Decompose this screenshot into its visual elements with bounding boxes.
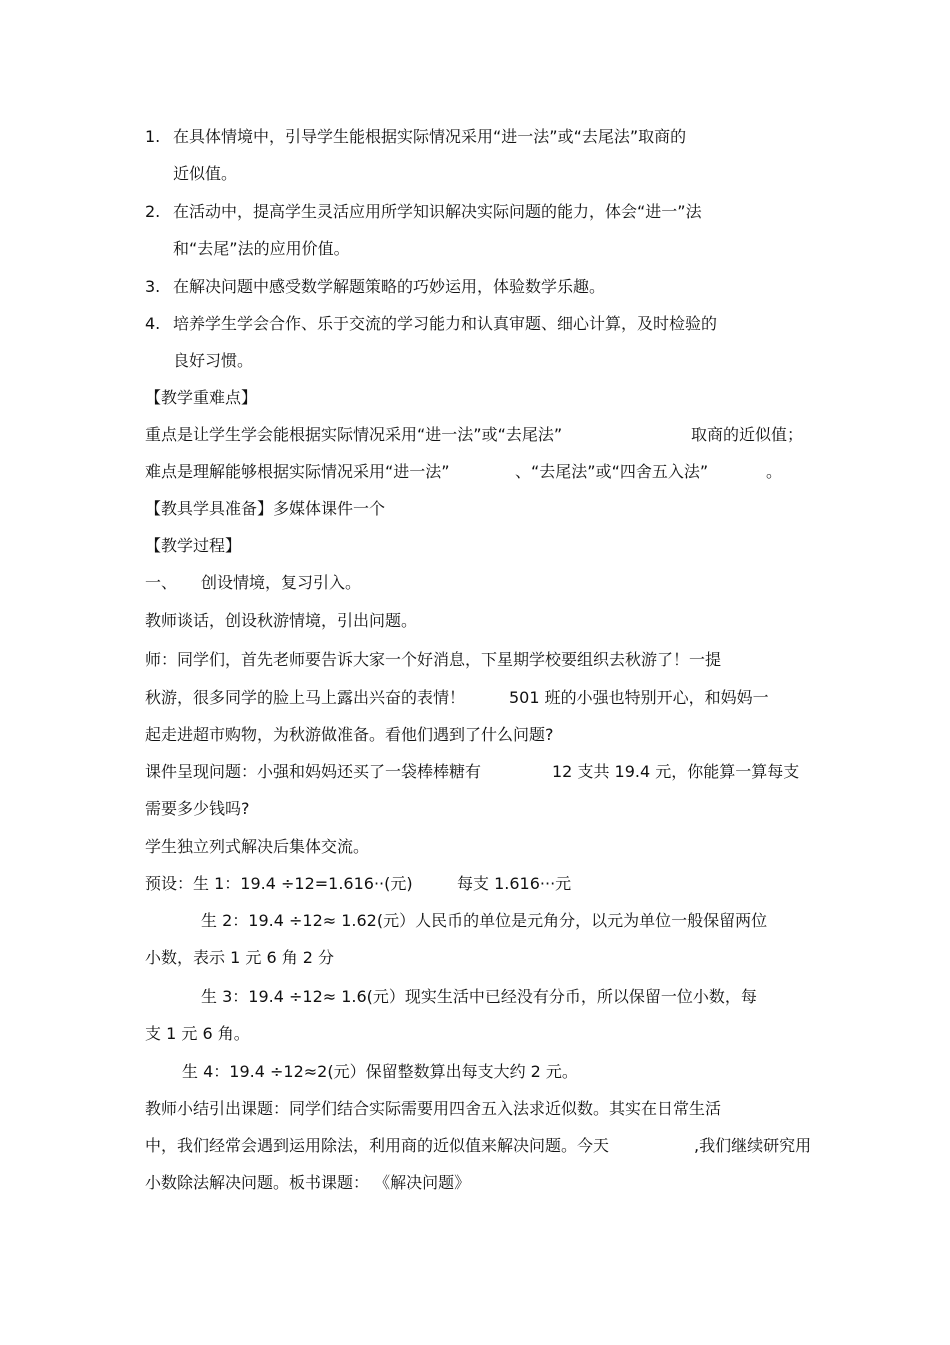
objective-text: 在解决问题中感受数学解题策略的巧妙运用，体验数学乐趣。 xyxy=(173,277,606,296)
solve-line: 学生独立列式解决后集体交流。 xyxy=(145,837,370,856)
objective-text: 在活动中，提高学生灵活应用所学知识解决实际问题的能力，体会“进一”法 xyxy=(173,202,702,221)
teacher-line-2b: 501 班的小强也特别开心，和妈妈一 xyxy=(509,688,769,707)
difficulty-text-c: 。 xyxy=(766,462,783,481)
materials-line: 【教具学具准备】多媒体课件一个 xyxy=(145,499,386,518)
difficulty-text-b: 、“去尾法”或“四舍五入法” xyxy=(515,462,709,481)
objective-3 xyxy=(145,277,605,297)
objective-number: 1. xyxy=(145,127,161,146)
objective-text: 在具体情境中，引导学生能根据实际情况采用“进一法”或“去尾法”取商的 xyxy=(173,127,687,146)
objective-number: 4. xyxy=(145,314,161,333)
summary-line-3: 小数除法解决问题。板书课题： 《解决问题》 xyxy=(145,1173,471,1192)
teacher-line-2a: 秋游，很多同学的脸上马上露出兴奋的表情！ xyxy=(145,688,466,707)
objective-1 xyxy=(145,127,686,147)
difficulty-text-a: 难点是理解能够根据实际情况采用“进一法” xyxy=(145,462,450,481)
objective-4 xyxy=(145,314,717,334)
objective-4-cont: 良好习惯。 xyxy=(173,351,254,370)
objective-2 xyxy=(145,202,702,222)
problem-line-2: 需要多少钱吗? xyxy=(145,799,250,818)
summary-line-2a: 中，我们经常会遇到运用除法，利用商的近似值来解决问题。今天 xyxy=(145,1136,610,1155)
objective-number: 2. xyxy=(145,202,161,221)
focus-text-b: 取商的近似值； xyxy=(691,425,804,444)
problem-line-1b: 12 支共 19.4 元，你能算一算每支 xyxy=(552,762,800,781)
preset-line-a: 预设：生 1：19.4 ÷12=1.616··(元) xyxy=(145,874,413,893)
objective-1-cont: 近似值。 xyxy=(173,164,238,183)
section-1-title: 创设情境，复习引入。 xyxy=(201,573,362,592)
student-2-line-b: 小数，表示 1 元 6 角 2 分 xyxy=(145,948,335,967)
teacher-line-3: 起走进超市购物，为秋游做准备。看他们遇到了什么问题? xyxy=(145,725,554,744)
summary-line-2b: ,我们继续研究用 xyxy=(694,1136,812,1155)
student-2-line-a: 生 2：19.4 ÷12≈ 1.62(元）人民币的单位是元角分，以元为单位一般保留两位 xyxy=(201,911,768,930)
summary-line-1: 教师小结引出课题：同学们结合实际需要用四舍五入法求近似数。其实在日常生活 xyxy=(145,1099,722,1118)
student-4-line: 生 4：19.4 ÷12≈2(元）保留整数算出每支大约 2 元。 xyxy=(182,1062,578,1081)
objective-number: 3. xyxy=(145,277,161,296)
objective-2-cont: 和“去尾”法的应用价值。 xyxy=(173,239,350,258)
intro-line: 教师谈话，创设秋游情境，引出问题。 xyxy=(145,611,418,630)
section-1-number: 一、 xyxy=(145,573,178,592)
student-3-line-b: 支 1 元 6 角。 xyxy=(145,1024,250,1043)
key-points-heading: 【教学重难点】 xyxy=(145,388,258,407)
objective-text: 培养学生学会合作、乐于交流的学习能力和认真审题、细心计算，及时检验的 xyxy=(173,314,718,333)
problem-line-1a: 课件呈现问题：小强和妈妈还买了一袋棒棒糖有 xyxy=(145,762,482,781)
focus-text-a: 重点是让学生学会能根据实际情况采用“进一法”或“去尾法” xyxy=(145,425,563,444)
student-3-line-a: 生 3：19.4 ÷12≈ 1.6(元）现实生活中已经没有分币，所以保留一位小数，每 xyxy=(201,987,757,1006)
teacher-line-1: 师：同学们，首先老师要告诉大家一个好消息，下星期学校要组织去秋游了！一提 xyxy=(145,650,722,669)
process-heading: 【教学过程】 xyxy=(145,536,242,555)
preset-line-b: 每支 1.616···元 xyxy=(457,874,572,893)
